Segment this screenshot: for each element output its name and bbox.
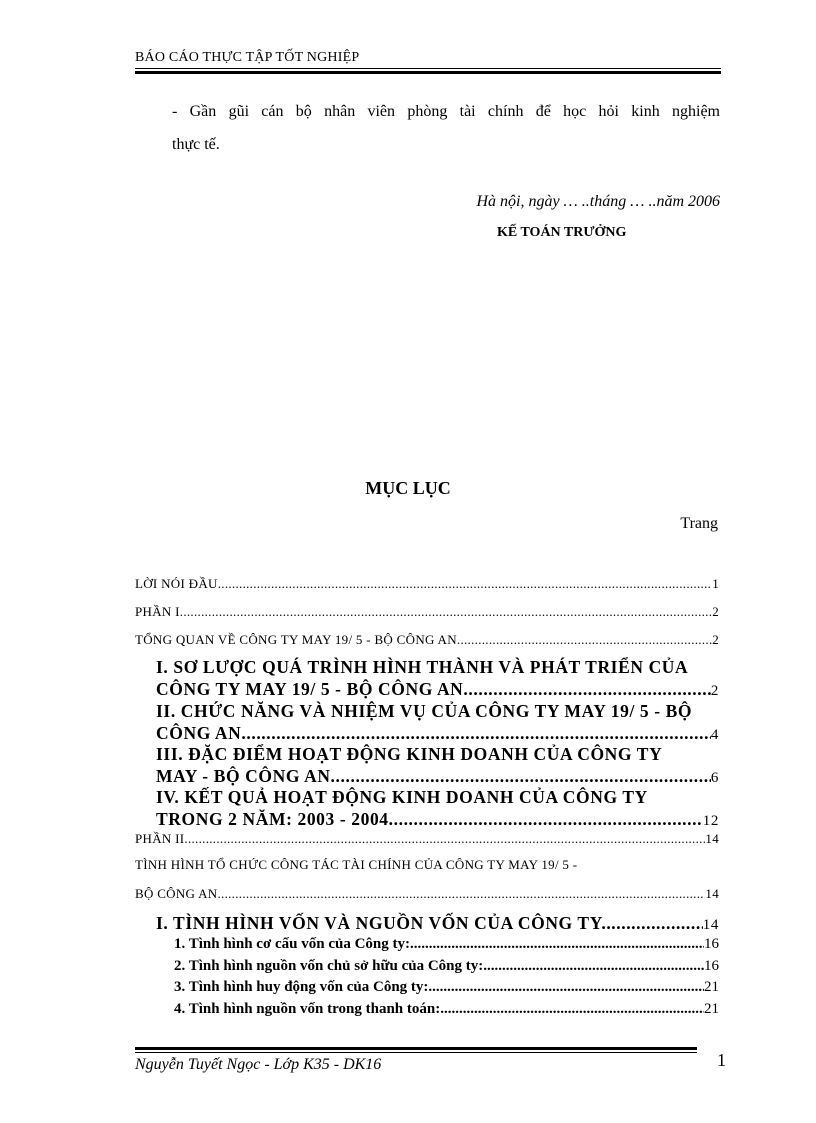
toc-leader-dots (440, 1001, 704, 1018)
toc-page-heading: Trang (680, 515, 718, 532)
footer-author: Nguyễn Tuyết Ngọc - Lớp K35 - DK16 (135, 1056, 382, 1073)
toc-entry[interactable] (135, 632, 719, 648)
toc-leader-dots (180, 604, 712, 620)
toc-leader-dots (246, 723, 711, 744)
footer-rule-thick (135, 1047, 697, 1050)
toc-entry-page: 2 (710, 683, 719, 699)
toc-entry-text: PHẦN II (135, 831, 185, 846)
toc-entry-text: 4. Tình hình nguồn vốn trong thanh toán: (174, 1001, 441, 1017)
toc-leader-dots (410, 936, 704, 953)
toc-leader-dots (468, 679, 710, 700)
toc-entry-line[interactable]: IV. KẾT QUẢ HOẠT ĐỘNG KINH DOANH CỦA CÔNG TY (156, 787, 648, 807)
toc-entry[interactable] (174, 1001, 719, 1018)
toc-entry-page: 21 (704, 1001, 719, 1017)
date-line: Hà nội, ngày … ..tháng … ..năm 2006 (476, 193, 720, 210)
toc-entry-page: 2 (712, 604, 719, 619)
toc-entry[interactable] (156, 809, 719, 830)
toc-leader-dots (184, 831, 705, 847)
toc-entry-page: 2 (712, 632, 719, 647)
toc-entry[interactable] (135, 604, 719, 620)
signer-title: KẾ TOÁN TRƯỞNG (497, 225, 627, 240)
toc-leader-dots (457, 632, 712, 648)
toc-entry[interactable] (135, 831, 719, 847)
paragraph-line-2: thực tế. (172, 136, 220, 153)
toc-entry[interactable] (156, 679, 719, 700)
toc-entry-line[interactable]: III. ĐẶC ĐIỂM HOẠT ĐỘNG KINH DOANH CỦA CÔNG TY (156, 744, 663, 764)
toc-leader-dots (217, 886, 705, 902)
toc-entry[interactable] (156, 723, 719, 744)
toc-entry-page: 16 (704, 958, 719, 974)
toc-entry[interactable] (156, 913, 719, 934)
toc-entry-page: 12 (702, 813, 719, 829)
toc-leader-dots (336, 766, 711, 787)
paragraph-line-1: - Gần gũi cán bộ nhân viên phòng tài chính để học hỏi kinh nghiệm (172, 103, 720, 120)
toc-entry-page: 6 (710, 770, 719, 786)
toc-entry[interactable] (174, 936, 719, 953)
running-header-title: BÁO CÁO THỰC TẬP TỐT NGHIỆP (135, 50, 360, 65)
header-rule-thick (135, 71, 721, 74)
toc-entry-text: 3. Tình hình huy động vốn của Công ty: (174, 979, 429, 995)
toc-entry-text: CÔNG TY MAY 19/ 5 - BỘ CÔNG AN. (156, 679, 469, 699)
toc-entry[interactable] (174, 958, 719, 975)
toc-leader-dots (606, 913, 702, 934)
toc-entry-text: TRONG 2 NĂM: 2003 - 2004. (156, 809, 394, 829)
body-paragraph (172, 95, 720, 161)
header-rule-thin (135, 68, 721, 69)
toc-leader-dots (394, 809, 703, 830)
toc-entry-line[interactable]: I. SƠ LƯỢC QUÁ TRÌNH HÌNH THÀNH VÀ PHÁT TRIỂN CỦA (156, 657, 689, 677)
toc-leader-dots (428, 979, 704, 996)
toc-entry[interactable] (174, 979, 719, 996)
toc-entry-line[interactable]: TÌNH HÌNH TỔ CHỨC CÔNG TÁC TÀI CHÍNH CỦA CÔNG TY MAY 19/ 5 - (135, 857, 578, 872)
toc-entry-line[interactable]: II. CHỨC NĂNG VÀ NHIỆM VỤ CỦA CÔNG TY MAY 19/ 5 - BỘ (156, 701, 693, 721)
toc-title: MỤC LỤC (365, 478, 451, 498)
page-number: 1 (717, 1050, 726, 1070)
toc-entry-text: CÔNG AN. (156, 723, 247, 743)
toc-entry-page: 16 (704, 936, 719, 952)
toc-leader-dots (218, 576, 712, 592)
toc-entry-page: 21 (704, 979, 719, 995)
toc-entry-page: 4 (710, 727, 719, 743)
toc-entry-text: 2. Tình hình nguồn vốn chủ sở hữu của Công ty: (174, 958, 484, 974)
toc-entry-text: I. TÌNH HÌNH VỐN VÀ NGUỒN VỐN CỦA CÔNG TY. (156, 913, 607, 933)
toc-entry[interactable] (156, 766, 719, 787)
toc-entry-text: 1. Tình hình cơ cấu vốn của Công ty: (174, 936, 411, 952)
toc-entry-text: MAY - BỘ CÔNG AN. (156, 766, 336, 786)
toc-entry-page: 14 (702, 917, 719, 933)
toc-entry[interactable] (135, 886, 719, 902)
footer-rule-thin (135, 1052, 697, 1053)
toc-entry-text: PHẦN I (135, 604, 180, 619)
toc-leader-dots (483, 958, 704, 975)
toc-entry-text: LỜI NÓI ĐẦU (135, 576, 218, 591)
toc-entry-text: BỘ CÔNG AN (135, 886, 218, 901)
toc-entry[interactable] (135, 576, 719, 592)
toc-entry-text: TỔNG QUAN VỀ CÔNG TY MAY 19/ 5 - BỘ CÔNG AN (135, 632, 457, 647)
toc-entry-page: 1 (712, 576, 719, 591)
toc-entry-page: 14 (705, 831, 719, 846)
toc-entry-page: 14 (705, 886, 719, 901)
